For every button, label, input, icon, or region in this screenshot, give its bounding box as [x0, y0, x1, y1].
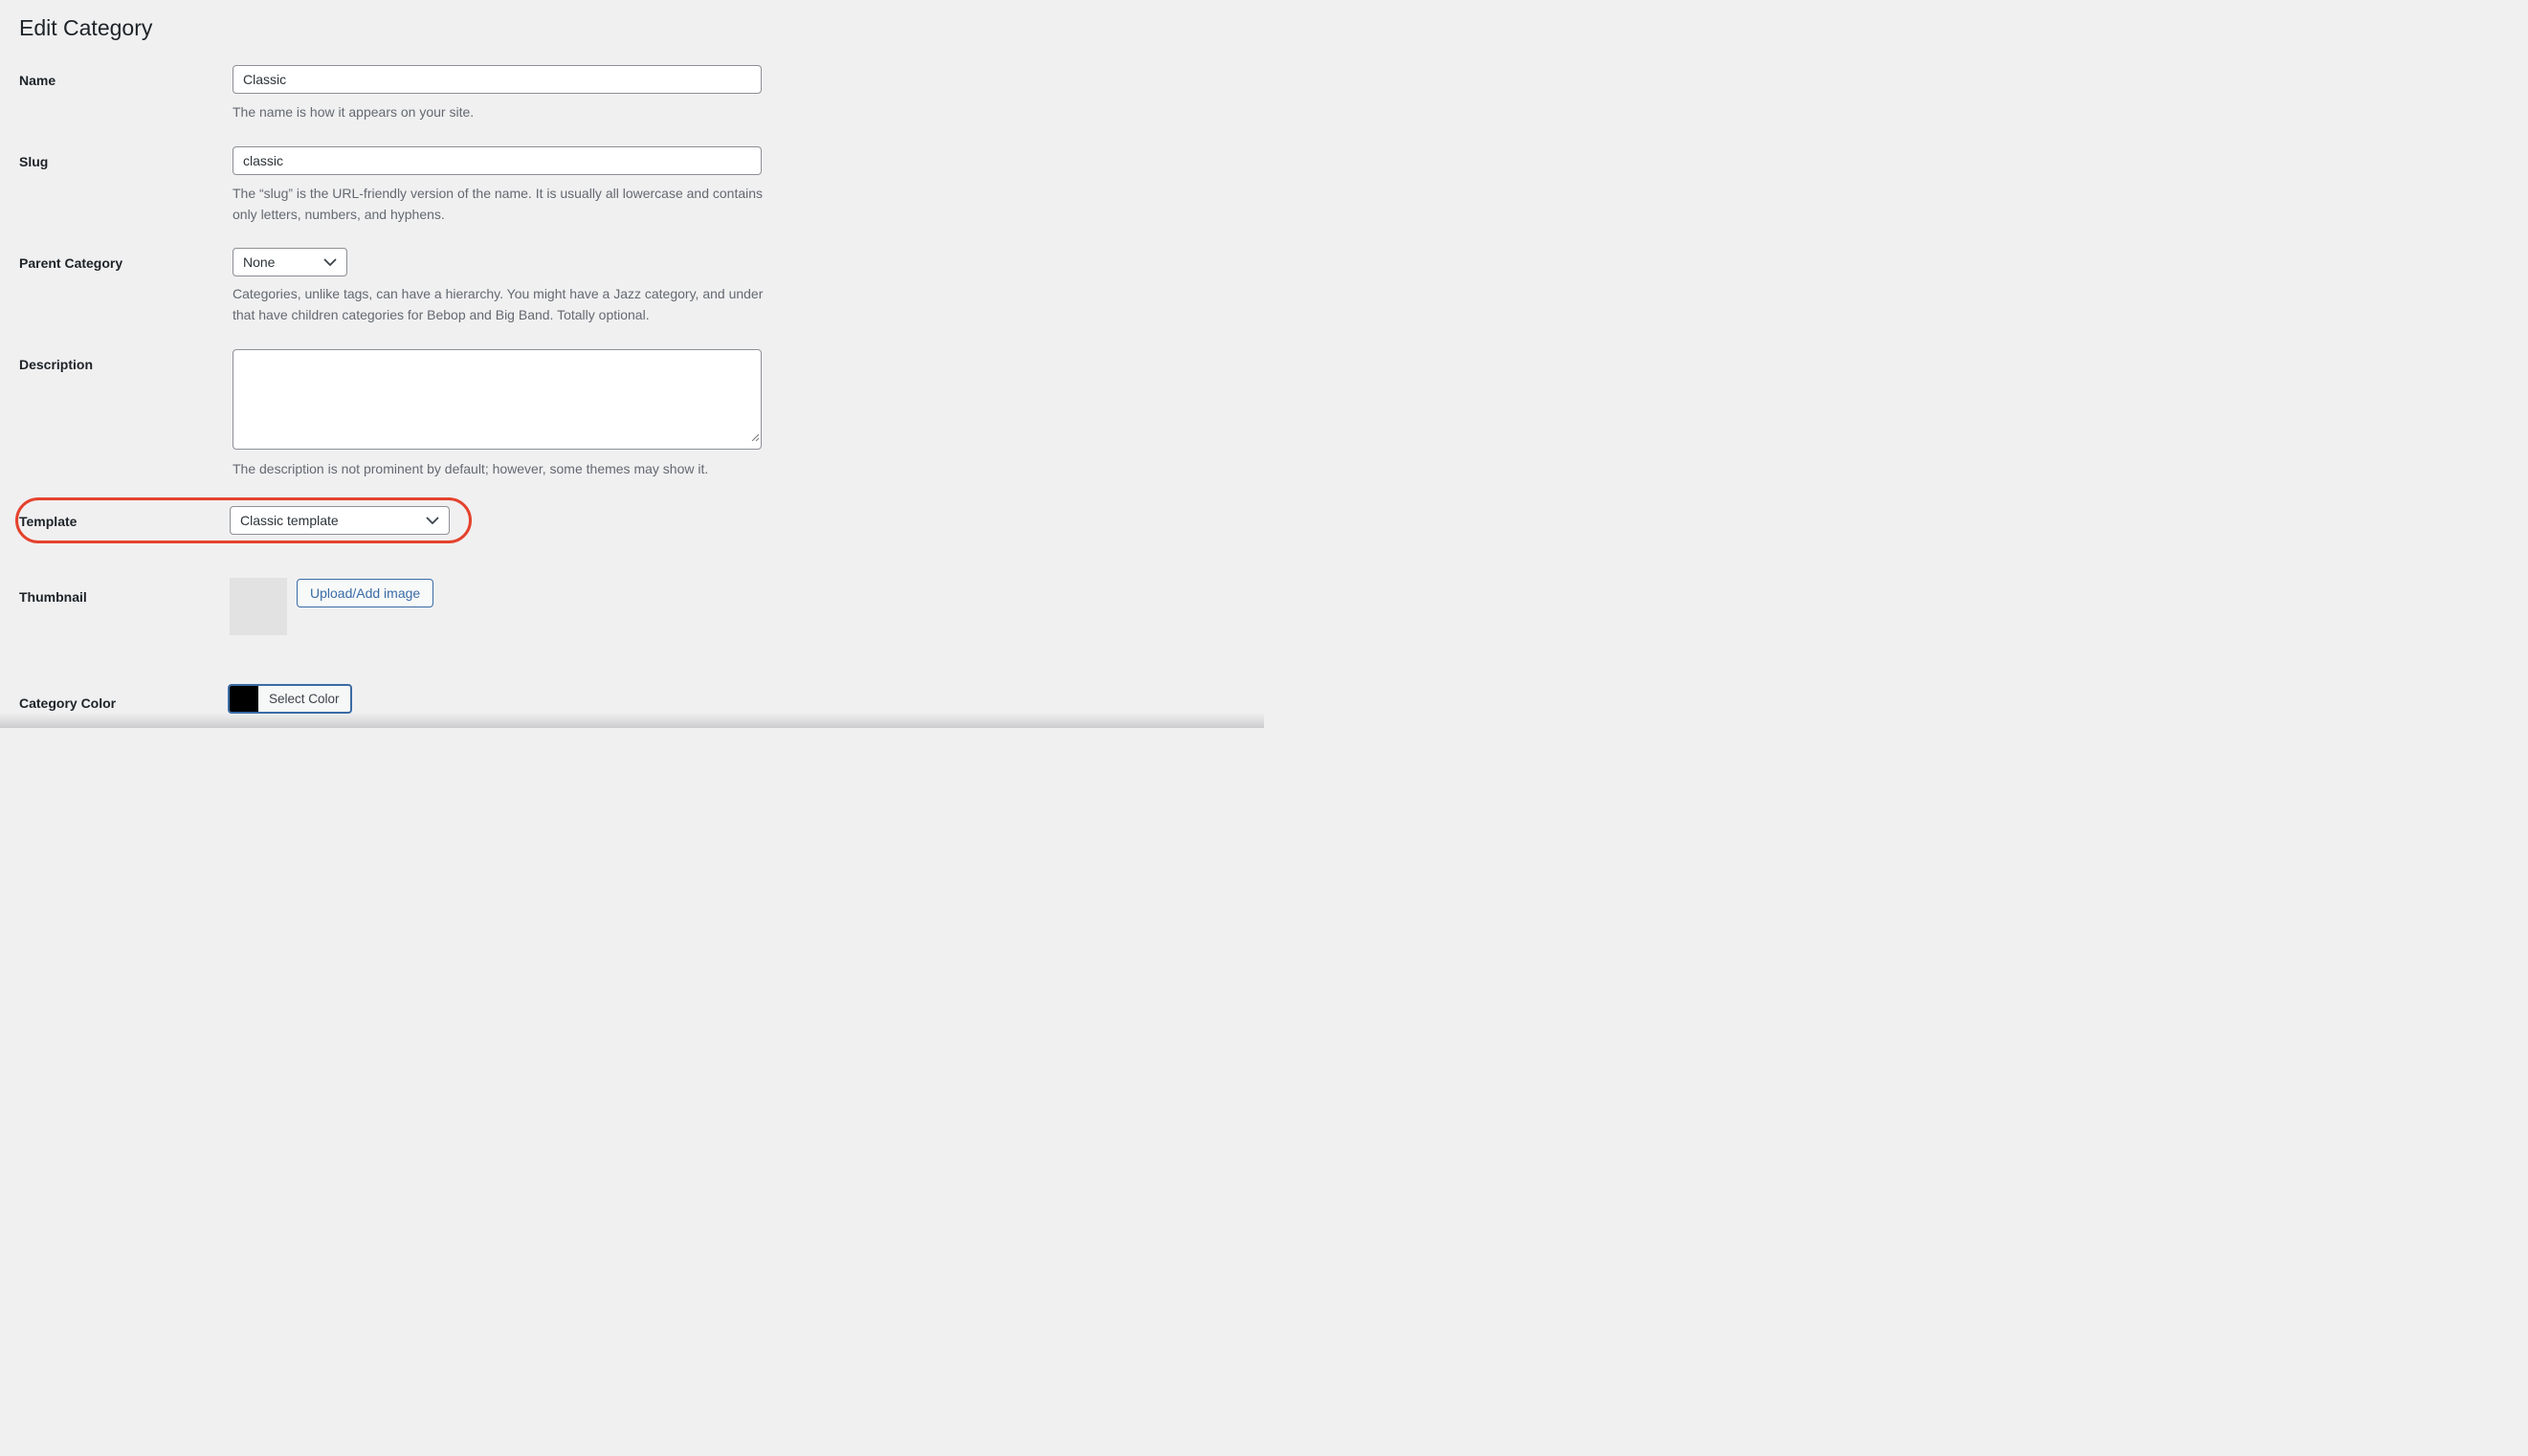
upload-add-image-button[interactable]: Upload/Add image [297, 579, 433, 607]
name-label: Name [19, 73, 56, 88]
thumbnail-preview-placeholder [230, 578, 287, 635]
description-textarea[interactable] [233, 349, 762, 450]
slug-input[interactable] [233, 146, 762, 175]
parent-category-label: Parent Category [19, 255, 123, 271]
chevron-down-icon [426, 517, 439, 525]
select-color-button[interactable] [228, 684, 352, 714]
textarea-resize-handle[interactable] [749, 429, 759, 446]
category-color-label: Category Color [19, 695, 117, 711]
template-selected-value: Classic template [240, 513, 339, 528]
page-title: Edit Category [19, 15, 153, 40]
slug-label: Slug [19, 154, 49, 169]
thumbnail-label: Thumbnail [19, 589, 87, 605]
description-helper-text: The description is not prominent by default; however, some themes may show it. [233, 461, 709, 476]
select-color-button-label: Select Color [269, 692, 340, 706]
color-swatch [230, 686, 258, 712]
screenshot-bottom-shadow [0, 713, 1264, 728]
name-input[interactable] [233, 65, 762, 94]
chevron-down-icon [323, 258, 337, 267]
slug-helper-text: The “slug” is the URL-friendly version of the name. It is usually all lowercase and contains only letters, numbers, and hyphens. [233, 186, 764, 222]
parent-category-selected-value: None [243, 254, 276, 270]
name-helper-text: The name is how it appears on your site. [233, 104, 475, 120]
template-label: Template [19, 514, 78, 529]
parent-category-helper-text: Categories, unlike tags, can have a hierarchy. You might have a Jazz category, and under that have children categories for Bebop and Big Band. Totally optional. [233, 286, 764, 322]
description-label: Description [19, 357, 94, 372]
parent-category-select[interactable] [233, 248, 347, 276]
template-select[interactable] [230, 506, 450, 535]
